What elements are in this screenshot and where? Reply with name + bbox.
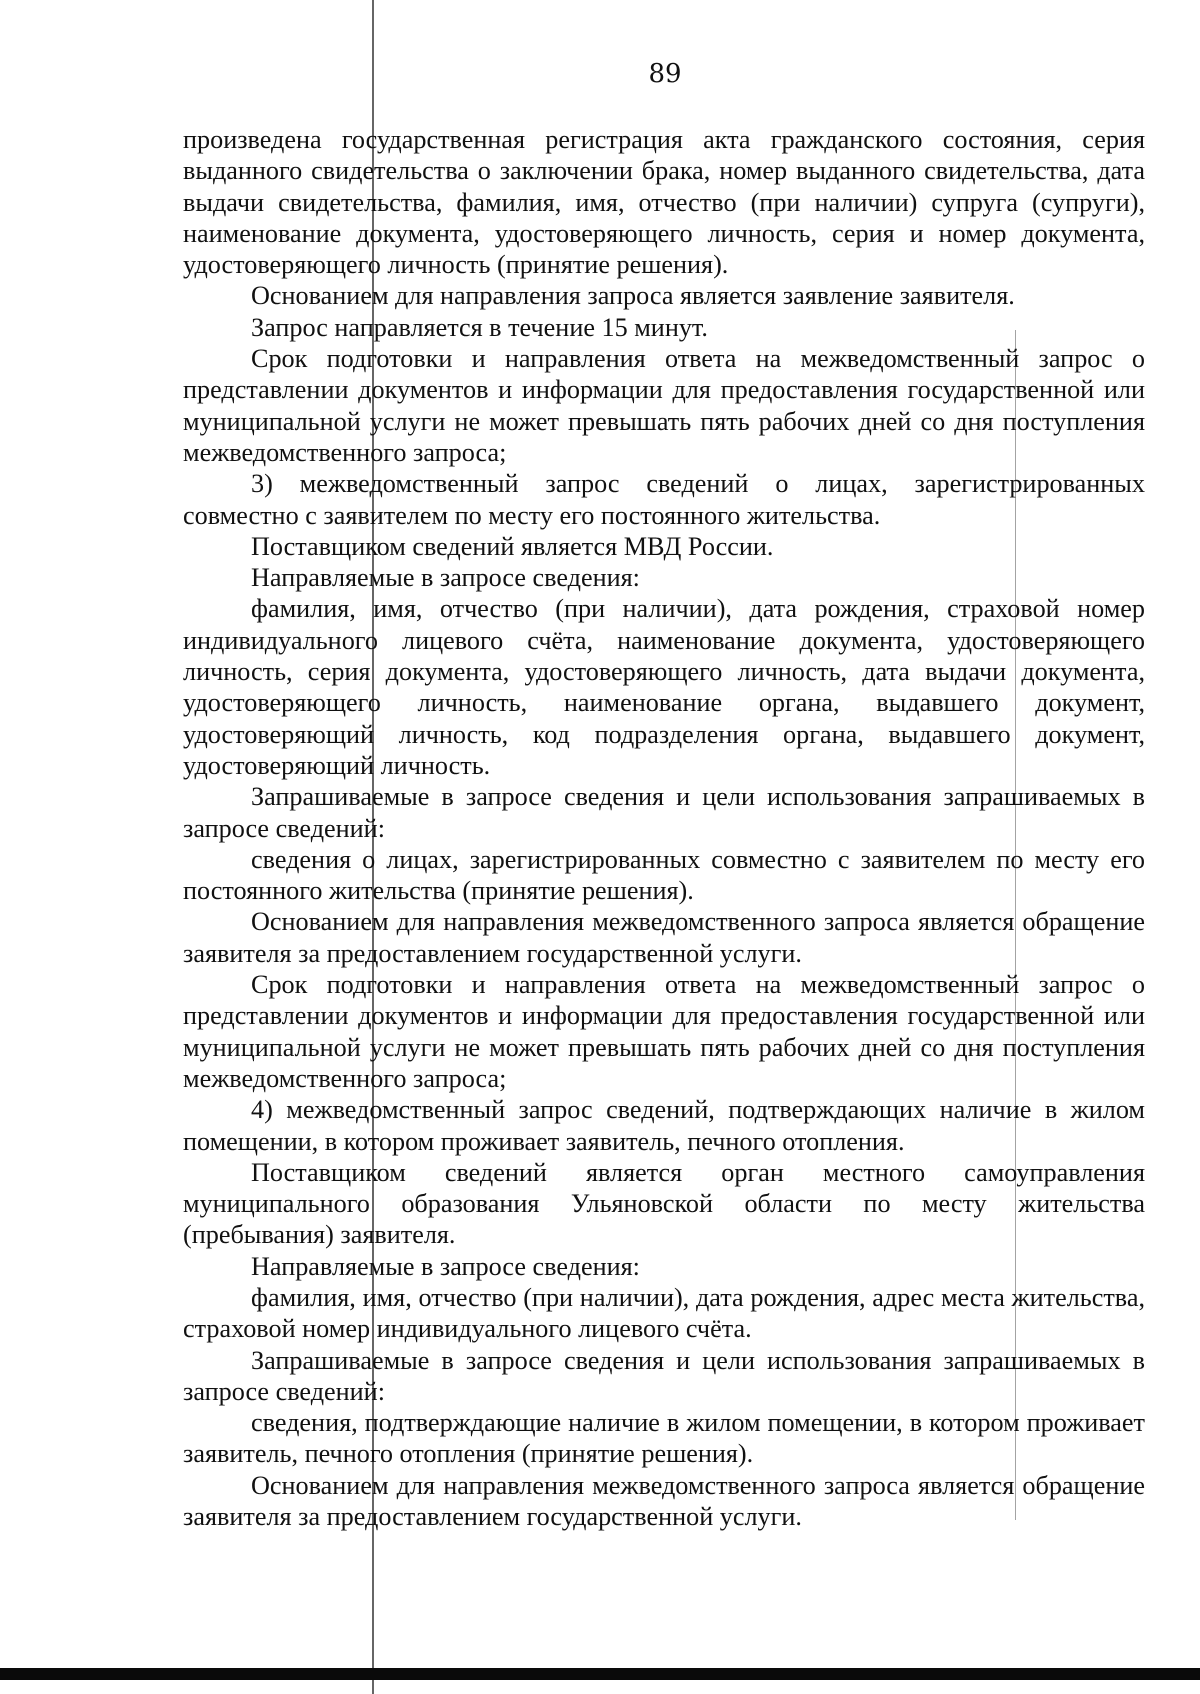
paragraph: Поставщиком сведений является МВД России. — [251, 531, 774, 561]
paragraph: сведения, подтверждающие наличие в жилом помещении, в котором проживает заявитель, печного отопления (принятие решения). — [183, 1408, 1145, 1469]
paragraph: фамилия, имя, отчество (при наличии), дата рождения, страховой номер индивидуального лицевого счёта, наименование документа, удостоверяющего личность, серия документа, удостоверяющего личность, дата выдачи документа, удостоверяющего личность, наименование органа, выдавшего документ, удостоверяющий личность, код подразделения органа, выдавшего документ, удостоверяющий личность. — [183, 594, 1145, 780]
paragraph: Основанием для направления межведомственного запроса является обращение заявителя за предоставлением государственной услуги. — [183, 1470, 1145, 1532]
document-body — [183, 124, 1145, 1532]
paragraph: Запрашиваемые в запросе сведения и цели использования запрашиваемых в запросе сведений: — [183, 1345, 1145, 1406]
paragraph: фамилия, имя, отчество (при наличии), дата рождения, адрес места жительства, страховой номер индивидуального лицевого счёта. — [183, 1282, 1145, 1344]
paragraph: Запрашиваемые в запросе сведения и цели использования запрашиваемых в запросе сведений: — [183, 782, 1145, 843]
paragraph: 3) межведомственный запрос сведений о лицах, зарегистрированных совместно с заявителем по месту его постоянного жительства. — [183, 469, 1145, 530]
paragraph: Основанием для направления запроса является заявление заявителя. — [251, 281, 1015, 311]
paragraph: Поставщиком сведений является орган местного самоуправления муниципального образования Ульяновской области по месту жительства (пребывания) заявителя. — [183, 1157, 1145, 1250]
paragraph: Срок подготовки и направления ответа на межведомственный запрос о представлении документов и информации для предоставления государственной или муниципальной услуги не может превышать пять рабочих дней со дня поступления межведомственного запроса; — [183, 344, 1145, 467]
paragraph: Запрос направляется в течение 15 минут. — [251, 312, 708, 342]
paragraph: сведения о лицах, зарегистрированных совместно с заявителем по месту его постоянного жительства (принятие решения). — [183, 844, 1145, 906]
paragraph: Срок подготовки и направления ответа на межведомственный запрос о представлении документов и информации для предоставления государственной или муниципальной услуги не может превышать пять рабочих дней со дня поступления межведомственного запроса; — [183, 970, 1145, 1093]
page-number: 89 — [648, 59, 682, 89]
paragraph: Основанием для направления межведомственного запроса является обращение заявителя за предоставлением государственной услуги. — [183, 907, 1145, 968]
paragraph: произведена государственная регистрация акта гражданского состояния, серия выданного свидетельства о заключении брака, номер выданного свидетельства, дата выдачи свидетельства, фамилия, имя, отчество (при наличии) супруга (супруги), наименование документа, удостоверяющего личность, серия и номер документа, удостоверяющего личность (принятие решения). — [183, 125, 1145, 280]
scan-artifact-bottom-bar — [0, 1668, 1200, 1680]
paragraph: 4) межведомственный запрос сведений, подтверждающих наличие в жилом помещении, в котором проживает заявитель, печного отопления. — [183, 1095, 1145, 1156]
paragraph: Направляемые в запросе сведения: — [251, 1251, 640, 1281]
paragraph: Направляемые в запросе сведения: — [251, 563, 640, 593]
